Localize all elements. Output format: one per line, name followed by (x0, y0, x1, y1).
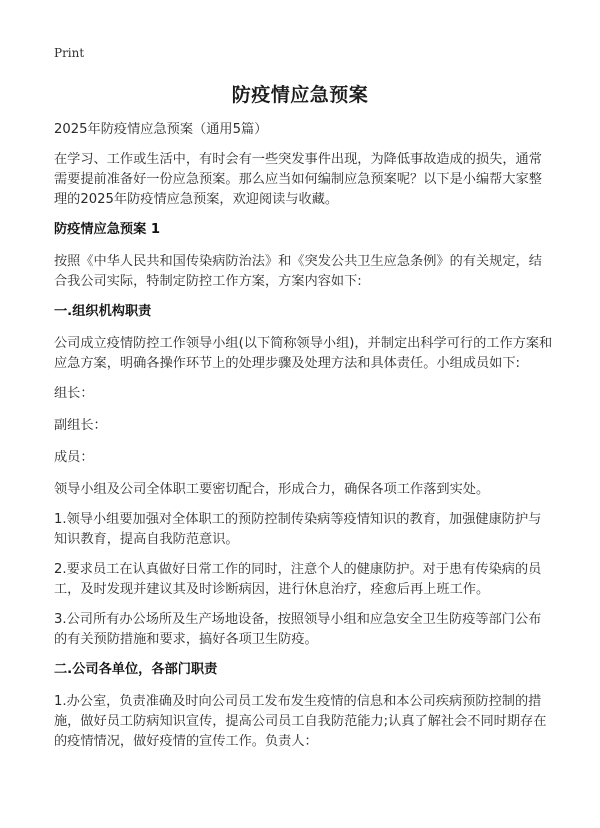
department-duties-heading: 二.公司各单位，各部门职责 (54, 662, 218, 677)
org-duties-heading: 一.组织机构职责 (54, 304, 152, 319)
intro-paragraph: 在学习、工作或生活中，有时会有一些突发事件出现，为降低事故造成的损失，通常需要提前准备好一份应急预案。那么应当如何编制应急预案呢？以下是小编帮大家整理的2025年防疫情应急预案，欢迎阅读与收藏。 (54, 152, 542, 207)
page-title: 防疫情应急预案 (231, 84, 369, 106)
list-item-3: 3.公司所有办公场所及生产场地设备，按照领导小组和应急安全卫生防疫等部门公布的有关预防措施和要求，搞好各项卫生防疫。 (54, 612, 542, 647)
document-subtitle: 2025年防疫情应急预案（通用5篇） (54, 122, 268, 137)
members-line: 成员： (54, 450, 94, 465)
list-item-2: 2.要求员工在认真做好日常工作的同时，注意个人的健康防护。对于患有传染病的员工，及时发现并建议其及时诊断病因，进行休息治疗，痊愈后再上班工作。 (54, 562, 542, 597)
section-heading-1: 防疫情应急预案 1 (54, 222, 161, 237)
deputy-leader-line: 副组长： (54, 418, 107, 433)
coordination-paragraph: 领导小组及公司全体职工要密切配合，形成合力，确保各项工作落到实处。 (54, 482, 490, 497)
list-item-1: 1.领导小组要加强对全体职工的预防控制传染病等疫情知识的教育，加强健康防护与知识教育，提高自我防范意识。 (54, 512, 542, 547)
document-body (54, 120, 554, 762)
section1-intro-paragraph: 按照《中华人民共和国传染病防治法》和《突发公共卫生应急条例》的有关规定，结合我公司实际，特制定防控工作方案，方案内容如下: (54, 254, 542, 289)
print-link[interactable]: Print (54, 46, 85, 60)
leader-line: 组长： (54, 386, 94, 401)
department-item-1: 1.办公室，负责准确及时向公司员工发布发生疫情的信息和本公司疾病预防控制的措施，做好员工防病知识宣传，提高公司员工自我防范能力;认真了解社会不同时期存在的疫情情况，做好疫情的宣传工作。负责人： (54, 694, 547, 749)
org-paragraph: 公司成立疫情防控工作领导小组(以下简称领导小组)，并制定出科学可行的工作方案和应急方案，明确各操作环节上的处理步骤及处理方法和具体责任。小组成员如下: (54, 336, 553, 371)
